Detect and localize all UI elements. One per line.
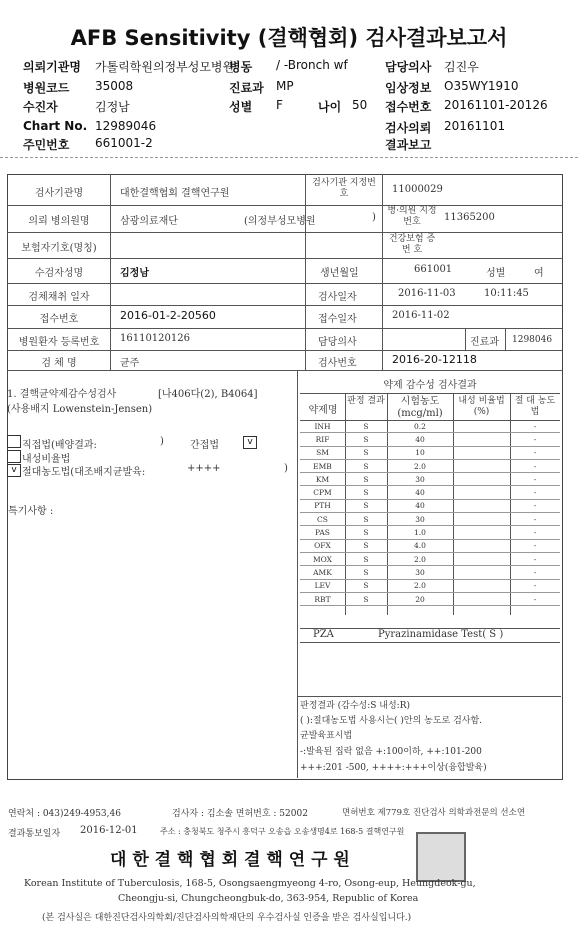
- health-insurance-label: 건강보험 증 번 호: [388, 234, 436, 255]
- drug-cell: INH: [300, 420, 345, 433]
- birth-label: 생년월일: [320, 268, 359, 279]
- concentration-cell: 40: [387, 486, 453, 499]
- age-label: 나이: [318, 100, 342, 114]
- table-row: [300, 552, 560, 565]
- grid-line: [7, 305, 562, 306]
- patient-reg-label: 병원환자 등록번호: [18, 337, 100, 348]
- concentration-cell: 30: [387, 566, 453, 579]
- ratio-cell: [453, 566, 510, 579]
- specimen-label: 검 체 명: [41, 358, 77, 369]
- report-title: AFB Sensitivity (결핵협회) 검사결과보고서: [70, 26, 508, 50]
- absolute-cell: -: [510, 459, 560, 472]
- ratio-cell: [453, 513, 510, 526]
- table-row: [300, 539, 560, 552]
- drug-cell: RIF: [300, 433, 345, 446]
- header-absolute: 절 대 농도법: [514, 396, 556, 417]
- ratio-cell: [453, 420, 510, 433]
- direct-method-label: 직접법(배양결과:: [22, 440, 97, 451]
- request-hospital-value: 삼광의료재단: [120, 216, 178, 227]
- absolute-cell: -: [510, 539, 560, 552]
- grid-line: [505, 328, 506, 350]
- grid-line: [300, 642, 560, 643]
- grid-line: [7, 283, 562, 284]
- receipt-date-value: 2016-11-02: [392, 310, 450, 321]
- drug-cell: EMB: [300, 459, 345, 472]
- patient-reg-value: 16110120126: [120, 333, 190, 344]
- method-title: 1. 결핵균약제감수성검사: [7, 389, 117, 400]
- specimen-value: 균주: [120, 358, 140, 369]
- table-row: [300, 446, 560, 459]
- legend-line-3: 균발육표시법: [300, 731, 353, 741]
- ratio-cell: [453, 459, 510, 472]
- concentration-cell: 4.0: [387, 539, 453, 552]
- paren-close: ): [372, 212, 376, 223]
- table-row: [300, 579, 560, 592]
- judgement-cell: S: [345, 486, 387, 499]
- absolute-conc-close: ): [284, 463, 288, 474]
- institute-address-en-1: Korean Institute of Tuberculosis, 168-5, Osongsaengmyeong 4-ro, Osong-eup, Heungdeok-gu,: [24, 878, 476, 889]
- judgement-cell: S: [345, 446, 387, 459]
- judgement-cell: S: [345, 473, 387, 486]
- table-row: [300, 433, 560, 446]
- resistance-ratio-label: 내성비율법: [22, 454, 71, 465]
- grid-line: [297, 696, 561, 697]
- ward-label: 병동: [229, 60, 253, 74]
- doctor-value: 김진우: [444, 60, 479, 74]
- reception-label: 접수번호: [385, 100, 432, 114]
- drug-cell: AMK: [300, 566, 345, 579]
- absolute-cell: -: [510, 552, 560, 565]
- birth-value: 661001: [414, 264, 453, 275]
- patient-value: 김정남: [95, 100, 130, 114]
- grid-line: [300, 393, 560, 394]
- grid-line: [382, 174, 383, 370]
- ratio-cell: [453, 592, 510, 605]
- concentration-cell: 30: [387, 513, 453, 526]
- resident-label: 주민번호: [23, 138, 70, 152]
- insured-label: 보험자기호(명칭): [21, 243, 97, 254]
- table-row: [300, 499, 560, 512]
- ratio-cell: [453, 473, 510, 486]
- clinical-value: O35WY1910: [444, 79, 519, 93]
- grid-line: [7, 350, 562, 351]
- legend-line-4: -:발육된 집락 없음 +:100이하, ++:101-200: [300, 747, 482, 757]
- pza-value: Pyrazinamidase Test( S ): [378, 629, 504, 640]
- table-row: [300, 526, 560, 539]
- drug-cell: LEV: [300, 579, 345, 592]
- drug-cell: OFX: [300, 539, 345, 552]
- absolute-cell: -: [510, 566, 560, 579]
- indirect-method-label: 간접법: [190, 440, 219, 451]
- concentration-cell: 2.0: [387, 552, 453, 565]
- direct-method-checkbox[interactable]: [7, 435, 21, 448]
- dept-value: MP: [276, 79, 294, 93]
- absolute-cell: -: [510, 499, 560, 512]
- dept-code-value: 1298046: [512, 335, 553, 345]
- drug-cell: KM: [300, 473, 345, 486]
- doctor-label-form: 담당의사: [318, 337, 357, 348]
- legend-line-5: +++:201 -500, ++++:+++이상(융합발육): [300, 763, 487, 773]
- contact-text: 연락처 : 043)249-4953,46: [8, 809, 121, 819]
- judgement-cell: S: [345, 433, 387, 446]
- test-date-label: 검사일자: [318, 292, 357, 303]
- doctor-label: 담당의사: [385, 60, 432, 74]
- director-text: 면허번호 제779호 진단검사 의학과전문의 선소연: [342, 808, 526, 818]
- absolute-cell: -: [510, 433, 560, 446]
- absolute-conc-label: 절대농도법(대조배지균발육:: [22, 467, 146, 478]
- header-drug: 약제명: [308, 405, 338, 416]
- results-title: 약제 감수성 검사결과: [383, 380, 477, 391]
- certification-notice: (본 검사실은 대한진단검사의학회/진단검사의학재단의 우수검사실 인증을 받은 검사실입니다.): [42, 913, 412, 923]
- hospital-code-value: 35008: [95, 79, 134, 93]
- hospital-code-value: 11365200: [444, 212, 495, 223]
- concentration-cell: 40: [387, 433, 453, 446]
- legend-line-1: 판정결과 (감수성:S 내성:R): [300, 701, 410, 711]
- report-label: 결과보고: [385, 138, 432, 152]
- judgement-cell: S: [345, 539, 387, 552]
- table-row: [300, 473, 560, 486]
- institute-name-korean: 대 한 결 핵 협 회 결 핵 연 구 원: [110, 850, 350, 870]
- concentration-cell: 2.0: [387, 459, 453, 472]
- institute-address-en-2: Cheongju-si, Chungcheongbuk-do, 363-954, Republic of Korea: [118, 893, 419, 904]
- absolute-cell: -: [510, 446, 560, 459]
- ratio-cell: [453, 486, 510, 499]
- concentration-cell: 0.2: [387, 420, 453, 433]
- resistance-ratio-checkbox[interactable]: [7, 450, 21, 463]
- judgement-cell: S: [345, 499, 387, 512]
- absolute-cell: -: [510, 513, 560, 526]
- judgement-cell: S: [345, 513, 387, 526]
- table-row: [300, 566, 560, 579]
- absolute-cell: -: [510, 579, 560, 592]
- test-time-value: 10:11:45: [484, 288, 529, 299]
- collection-date-label: 검체채취 일자: [28, 292, 90, 303]
- lab-code-label: 검사기관 지정번호: [312, 178, 376, 199]
- request-org-value: 가톨릭학원의정부성모병원: [95, 60, 235, 74]
- ratio-cell: [453, 579, 510, 592]
- drug-cell: MOX: [300, 552, 345, 565]
- ratio-cell: [453, 552, 510, 565]
- drug-cell: PTH: [300, 499, 345, 512]
- ratio-cell: [453, 539, 510, 552]
- examinee-name-value: 김정남: [120, 268, 149, 279]
- section-divider: [297, 370, 298, 778]
- age-value: 50: [352, 98, 368, 112]
- absolute-cell: -: [510, 473, 560, 486]
- resident-value: 661001-2: [95, 136, 153, 150]
- test-no-label: 검사번호: [318, 358, 357, 369]
- grid-line: [110, 174, 111, 370]
- absolute-cell: -: [510, 420, 560, 433]
- concentration-cell: 2.0: [387, 579, 453, 592]
- drug-cell: PAS: [300, 526, 345, 539]
- remarks-label: 특기사항 :: [8, 506, 54, 517]
- header-concentration: 시험농도 (mcg/ml): [397, 396, 443, 419]
- grid-line: [7, 370, 562, 371]
- request-date-label: 검사의뢰: [385, 121, 432, 135]
- table-row: [300, 420, 560, 433]
- method-code: [나406다(2), B4064]: [158, 389, 258, 400]
- lab-name-label: 검사기관명: [34, 188, 84, 199]
- test-no-value: 2016-20-12118: [392, 353, 477, 366]
- patient-label: 수진자: [23, 100, 58, 114]
- header-ratio: 내성 비율법(%): [458, 396, 505, 417]
- concentration-cell: 20: [387, 592, 453, 605]
- address-text: 주소 : 충청북도 청주시 흥덕구 오송읍 오송생명4로 168-5 결핵연구원: [160, 827, 405, 836]
- absolute-conc-value: ++++: [187, 463, 221, 474]
- request-hospital-label: 의뢰 병의원명: [28, 216, 90, 227]
- request-org-label: 의뢰기관명: [23, 60, 81, 74]
- lab-name-value: 대한결핵협회 결핵연구원: [120, 188, 230, 199]
- judgement-cell: S: [345, 592, 387, 605]
- table-row: [300, 592, 560, 605]
- absolute-conc-checkbox[interactable]: v: [7, 464, 21, 477]
- tester-text: 검사자 : 김소솔 면허번호 : 52002: [172, 809, 308, 819]
- drug-cell: CPM: [300, 486, 345, 499]
- drug-cell: SM: [300, 446, 345, 459]
- lab-code-value: 11000029: [392, 184, 443, 195]
- table-row: [300, 486, 560, 499]
- ratio-cell: [453, 526, 510, 539]
- table-row: [300, 459, 560, 472]
- sex-value: F: [276, 98, 283, 112]
- dept-label-form: 진료과: [470, 337, 499, 348]
- concentration-cell: 1.0: [387, 526, 453, 539]
- judgement-cell: S: [345, 579, 387, 592]
- receipt-date-label: 접수일자: [318, 314, 357, 325]
- report-date-value: 2016-12-01: [80, 825, 138, 836]
- drug-cell: CS: [300, 513, 345, 526]
- indirect-method-checkbox[interactable]: v: [243, 436, 257, 449]
- hospital-code-label: 병원코드: [23, 81, 70, 95]
- ratio-cell: [453, 499, 510, 512]
- header-judgement: 판정 결과: [347, 396, 385, 406]
- results-table: [300, 420, 560, 606]
- direct-method-close: ): [160, 436, 164, 447]
- sex-value-form: 여: [534, 268, 544, 279]
- absolute-cell: -: [510, 526, 560, 539]
- sex-label: 성별: [229, 100, 253, 114]
- grid-line: [7, 205, 562, 206]
- ratio-cell: [453, 446, 510, 459]
- test-date-value: 2016-11-03: [398, 288, 456, 299]
- absolute-cell: -: [510, 486, 560, 499]
- reception-value: 20161101-20126: [444, 98, 548, 112]
- pza-label: PZA: [313, 629, 334, 640]
- judgement-cell: S: [345, 420, 387, 433]
- grid-line: [7, 258, 562, 259]
- grid-line: [7, 328, 562, 329]
- table-row: [300, 513, 560, 526]
- clinical-label: 임상정보: [385, 81, 432, 95]
- medium-text: (사용배지 Lowenstein-Jensen): [7, 404, 153, 415]
- grid-line: [7, 232, 562, 233]
- judgement-cell: S: [345, 459, 387, 472]
- grid-line: [465, 328, 466, 350]
- receipt-no-value: 2016-01-2-20560: [120, 309, 216, 322]
- judgement-cell: S: [345, 526, 387, 539]
- concentration-cell: 40: [387, 499, 453, 512]
- sex-label-form: 성별: [486, 268, 506, 279]
- ratio-cell: [453, 433, 510, 446]
- receipt-no-label: 접수번호: [39, 314, 79, 325]
- request-date-value: 20161101: [444, 119, 506, 133]
- concentration-cell: 30: [387, 473, 453, 486]
- hospital-code-label: 병·의원 지정번호: [387, 206, 437, 227]
- header-divider: [0, 157, 578, 158]
- examinee-name-label: 수검자성명: [34, 268, 84, 279]
- drug-cell: RBT: [300, 592, 345, 605]
- grid-line: [305, 174, 306, 370]
- official-seal: [416, 832, 466, 882]
- report-date-label: 결과통보일자: [8, 829, 61, 839]
- ward-value: / -Bronch wf: [276, 58, 348, 72]
- legend-line-2: ( ):절대농도법 사용시는( )안의 농도로 검사함.: [300, 716, 483, 726]
- dept-label: 진료과: [229, 81, 264, 95]
- chart-value: 12989046: [95, 119, 157, 133]
- chart-label: Chart No.: [23, 119, 88, 133]
- judgement-cell: S: [345, 566, 387, 579]
- concentration-cell: 10: [387, 446, 453, 459]
- absolute-cell: -: [510, 592, 560, 605]
- judgement-cell: S: [345, 552, 387, 565]
- request-hospital-sub: (의정부성모병원: [244, 216, 316, 227]
